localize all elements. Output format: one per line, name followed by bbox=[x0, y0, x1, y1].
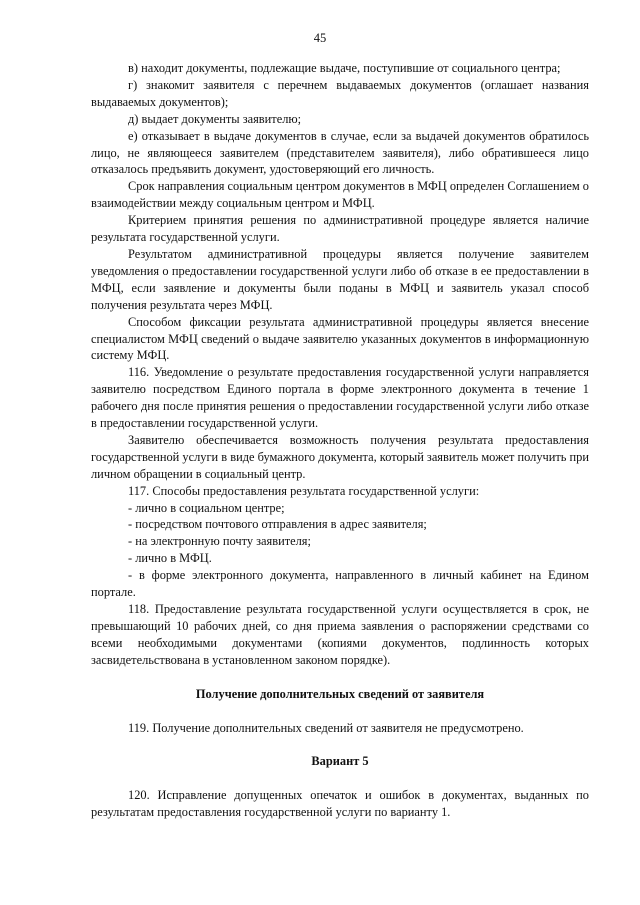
paragraph-116: 116. Уведомление о результате предоставления государственной услуги направляется заявителю посредством Единого портала в форме электронного документа в течение 1 рабочего дня после принятия решения о предоставлении государственной услуги либо отказе в предоставлении государственной услуги. bbox=[91, 365, 589, 431]
page-number: 45 bbox=[313, 31, 327, 45]
paragraph-117: 117. Способы предоставления результата государственной услуги: bbox=[128, 483, 480, 498]
list-item-d: д) выдает документы заявителю; bbox=[128, 111, 302, 126]
paragraph-paper-copy: Заявителю обеспечивается возможность получения результата предоставления государственной услуги в виде бумажного документа, который заявитель может получить при личном обращении в социальный центр. bbox=[91, 432, 589, 481]
section-heading-additional-info: Получение дополнительных сведений от заявителя bbox=[195, 686, 485, 701]
section-heading-variant-5: Вариант 5 bbox=[311, 754, 369, 769]
list-item-v: в) находит документы, подлежащие выдаче, поступившие от социального центра; bbox=[128, 61, 561, 75]
list-item-portal: - в форме электронного документа, направленного в личный кабинет на Едином портале. bbox=[91, 568, 589, 600]
list-item-email: - на электронную почту заявителя; bbox=[128, 534, 311, 549]
list-item-mfc: - лично в МФЦ. bbox=[128, 551, 212, 566]
paragraph-result: Результатом административной процедуры является получение заявителем уведомления о предоставлении государственной услуги либо об отказе в ее предоставлении в МФЦ, если заявление и документы были поданы в МФЦ и заявитель указал способ получения результата через МФЦ. bbox=[91, 246, 589, 312]
list-item-e: е) отказывает в выдаче документов в случае, если за выдачей документов обратилось лицо, не являющееся заявителем (представителем заявителя), либо обратившееся лицо отказалось предъявить документ, удостоверяющий его личность. bbox=[91, 128, 589, 177]
paragraph-119: 119. Получение дополнительных сведений от заявителя не предусмотрено. bbox=[128, 720, 524, 735]
list-item-social-center: - лично в социальном центре; bbox=[128, 500, 285, 515]
list-item-g: г) знакомит заявителя с перечнем выдаваемых документов (оглашает названия выдаваемых документов); bbox=[91, 77, 589, 109]
paragraph-118: 118. Предоставление результата государственной услуги осуществляется в срок, не превышающий 10 рабочих дней, со дня приема заявления о распоряжении средствами со всеми необходимыми документами (копиями документов, подлинность которых засвидетельствована в установленном законом порядке). bbox=[91, 602, 589, 667]
paragraph-fixation: Способом фиксации результата административной процедуры является внесение специалистом МФЦ сведений о выдаче заявителю указанных документов в информационную систему МФЦ. bbox=[91, 314, 589, 363]
list-item-post: - посредством почтового отправления в адрес заявителя; bbox=[128, 517, 427, 532]
paragraph-criterion: Критерием принятия решения по административной процедуре является наличие результата государственной услуги. bbox=[91, 213, 589, 245]
paragraph-deadline: Срок направления социальным центром документов в МФЦ определен Соглашением о взаимодействии между социальным центром и МФЦ. bbox=[91, 179, 589, 211]
document-body bbox=[91, 60, 589, 821]
paragraph-120: 120. Исправление допущенных опечаток и ошибок в документах, выданных по результатам предоставления государственной услуги по варианту 1. bbox=[91, 788, 589, 820]
